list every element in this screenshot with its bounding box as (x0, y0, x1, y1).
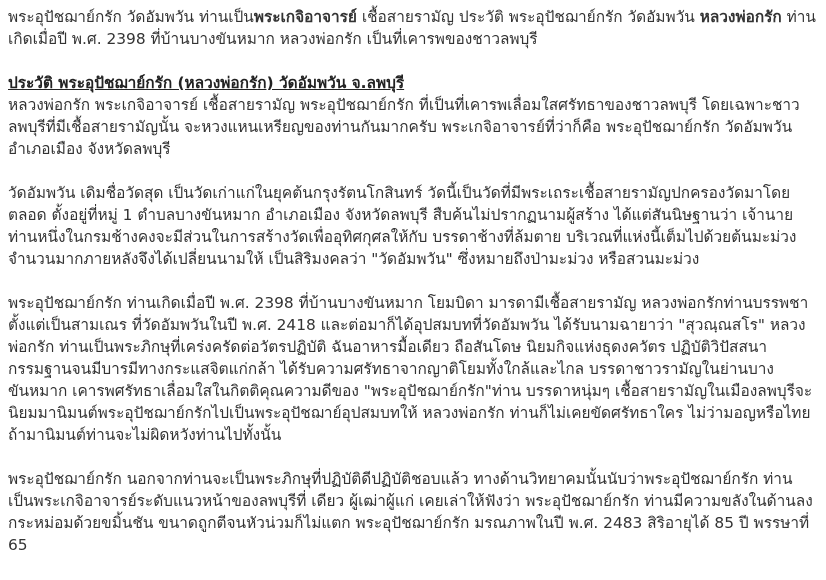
paragraph-2: วัดอัมพวัน เดิมชื่อวัดสุด เป็นวัดเก่าแก่ในยุคต้นกรุงรัตนโกสินทร์ วัดนี้เป็นวัดที่มีพระเถระเชื้อสายรามัญปกครองวัดมาโดยตลอด ตั้งอยู่ที่หมู่ 1 ตำบลบางขันหมาก อำเภอเมือง จังหวัดลพบุรี สืบค้นไม่ปรากฏนามผู้สร้าง ได้แต่สันนิษฐานว่า เจ้านายท่านหนึ่งในกรมช้างคงจะมีส่วนในการสร้างวัดเพื่ออุทิศกุศลให้กับ บรรดาช้างที่ล้มตาย บริเวณที่แห่งนี้เต็มไปด้วยต้นมะม่วงจำนวนมากภายหลังจึงได้เปลี่ยนนามให้ เป็นสิริมงคลว่า "วัดอัมพวัน" ซึ่งหมายถึงป่ามะม่วง หรือสวนมะม่วง (8, 184, 797, 268)
paragraph-1: หลวงพ่อกรัก พระเกจิอาจารย์ เชื้อสายรามัญ พระอุปัชฌาย์กรัก ที่เป็นที่เคารพเลื่อมใสศรัทธาของชาวลพบุรี โดยเฉพาะชาวลพบุรีที่มีเชื้อสายรามัญนั้น จะหวงแหนเหรียญของท่านกันมากครับ พระเกจิอาจารย์ที่ว่าก็คือ พระอุปัชฌาย์กรัก วัดอัมพวัน อำเภอเมือง จังหวัดลพบุรี (8, 96, 800, 158)
section-heading: ประวัติ พระอุปัชฌาย์กรัก (หลวงพ่อกรัก) วัดอัมพวัน จ.ลพบุรี (8, 74, 405, 92)
monk-powers-block (8, 468, 818, 556)
paragraph-4: พระอุปัชฌาย์กรัก นอกจากท่านจะเป็นพระภิกษุที่ปฏิบัติดีปฏิบัติชอบแล้ว ทางด้านวิทยาคมนั้นนับว่าพระอุปัชฌาย์กรัก ท่านเป็นพระเกจิอาจารย์ระดับแนวหน้าของลพบุรีที่ เดียว ผู้เฒ่าผู้แก่ เคยเล่าให้ฟังว่า พระอุปัชฌาย์กรัก ท่านมีความขลังในด้านลงกระหม่อมด้วยขมิ้นชัน ขนาดถูกตีจนหัวน่วมก็ไม่แตก พระอุปัชฌาย์กรัก มรณภาพในปี พ.ศ. 2483 สิริอายุได้ 85 ปี พรรษาที่ 65 (8, 470, 813, 554)
paragraph-3: พระอุปัชฌาย์กรัก ท่านเกิดเมื่อปี พ.ศ. 2398 ที่บ้านบางขันหมาก โยมบิดา มารดามีเชื้อสายรามัญ หลวงพ่อกรักท่านบรรพชาตั้งแต่เป็นสามเณร ที่วัดอัมพวันในปี พ.ศ. 2418 และต่อมาก็ได้อุปสมบทที่วัดอัมพวัน ได้รับนามฉายาว่า "สุวณฺณสโร" หลวงพ่อกรัก ท่านเป็นพระภิกษุที่เคร่งครัดต่อวัตรปฏิบัติ ฉันอาหารมื้อเดียว ถือสันโดษ นิยมกิจแห่งธุดงควัตร ปฏิบัติวิปัสสนากรรมฐานจนมีบารมีทางกระแสจิตแก่กล้า ได้รับความศรัทธาจากญาติโยมทั้งใกล้และไกล บรรดาชาวรามัญในย่านบางขันหมาก เคารพศรัทธาเลื่อมใสในกิตติคุณความดีของ "พระอุปัชฌาย์กรัก"ท่าน บรรดาหนุ่มๆ เชื้อสายรามัญในเมืองลพบุรีจะนิยมมานิมนต์พระอุปัชฌาย์กรักไปเป็นพระอุปัชฌาย์อุปสมบทให้ หลวงพ่อกรัก ท่านก็ไม่เคยขัดศรัทธาใคร ไม่ว่ามอญหรือไทยถ้ามานิมนต์ท่านจะไม่ผิดหวังท่านไปทั้งนั้น (8, 294, 813, 444)
intro-text-1: พระอุปัชฌาย์กรัก วัดอัมพวัน ท่านเป็น (8, 8, 254, 26)
intro-bold-keyword-1: พระเกจิอาจารย์ (253, 8, 357, 26)
intro-text-3: ท่านเกิดเมื่อปี พ.ศ. 2398 ที่บ้านบางขันหมาก หลวงพ่อกรัก เป็นที่เคารพของชาวลพบุรี (8, 8, 816, 48)
history-section (8, 72, 818, 160)
temple-history-block (8, 182, 818, 270)
intro-text-2: เชื้อสายรามัญ ประวัติ พระอุปัชฌาย์กรัก วัดอัมพวัน (356, 8, 700, 26)
intro-bold-keyword-2: หลวงพ่อกรัก (699, 8, 782, 26)
intro-paragraph (8, 6, 818, 50)
monk-biography-block (8, 292, 818, 446)
